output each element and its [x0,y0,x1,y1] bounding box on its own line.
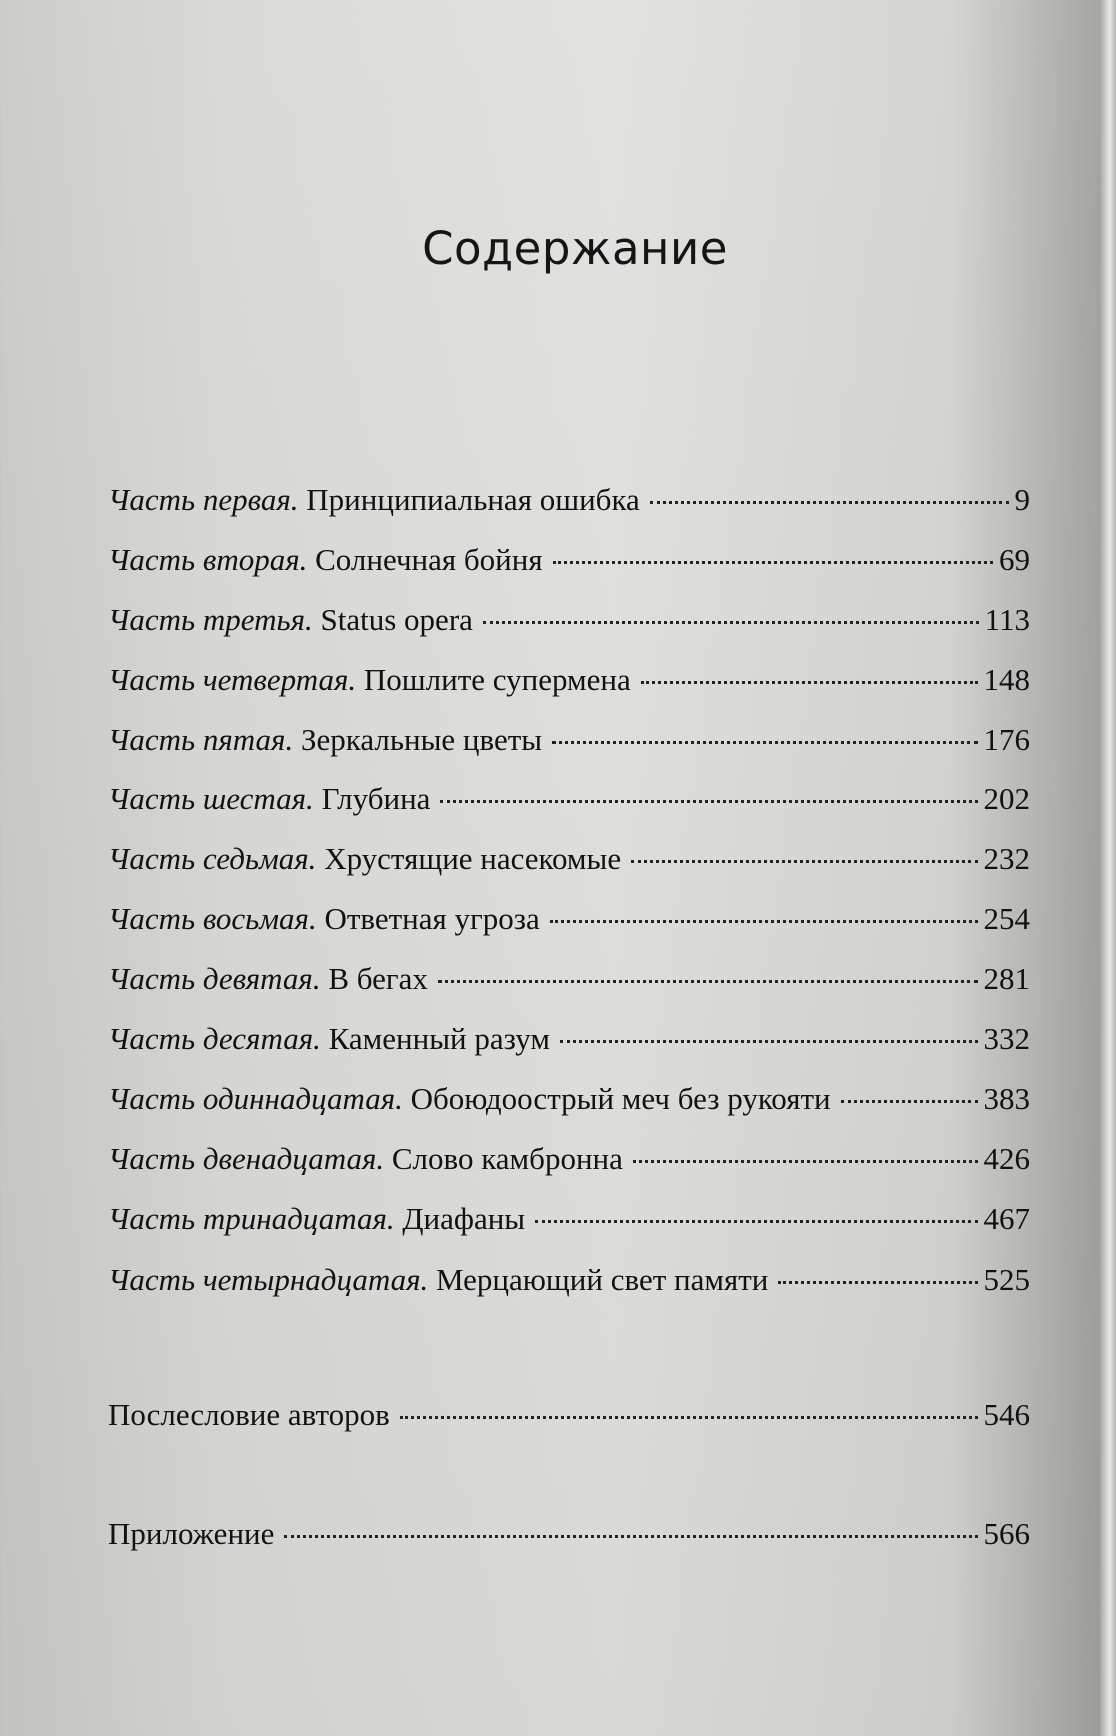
toc-part-label: Часть четырнадцатая. [108,1262,429,1297]
dot-leader [650,500,1009,504]
dot-leader [560,1039,978,1043]
dot-leader [633,1159,978,1163]
toc-page-number: 113 [984,602,1030,637]
toc-chapter-title: Зеркальные цветы [300,722,543,757]
toc-part-label: Часть шестая. [108,781,314,816]
toc-page-number: 232 [983,841,1030,876]
toc-part-label: Часть первая. [108,482,299,517]
dot-leader [552,740,977,744]
toc-afterword-title: Послесловие авторов [108,1397,390,1432]
page-edge [1100,0,1116,1736]
dot-leader [841,1099,978,1103]
dot-leader [535,1219,977,1223]
toc-entry-label [108,1137,623,1181]
dot-leader [400,1415,978,1419]
dot-leader [631,859,977,863]
dot-leader [553,560,993,564]
toc-part-label: Часть четвертая. [108,662,357,697]
toc-chapter-title: Пошлите супермена [363,662,631,697]
toc-page-number: 383 [983,1081,1030,1116]
toc-entry-label [108,718,542,762]
toc-entry-label [108,957,428,1001]
toc-entry [108,1197,1030,1241]
toc-entry-label [108,598,473,642]
toc-afterword [108,1393,1030,1437]
toc-part-label: Часть десятая. [108,1021,321,1056]
dot-leader [550,919,978,923]
toc-chapter-title: Диафаны [402,1201,526,1236]
toc-part-label: Часть тринадцатая. [108,1201,395,1236]
toc-page-number: 332 [983,1021,1030,1056]
toc-part-label: Часть пятая. [108,722,294,757]
toc-page-number: 566 [983,1516,1030,1551]
toc-page-number: 426 [983,1141,1030,1176]
dot-leader [641,680,978,684]
toc-chapter-title: Ответная угроза [324,901,540,936]
toc-page-number: 9 [1014,482,1030,517]
toc-page-number: 254 [983,901,1030,936]
toc-page-number: 525 [983,1262,1030,1297]
toc-entry [108,777,1030,821]
toc-entry [108,897,1030,941]
toc-entry-label [108,1077,831,1121]
toc-chapter-title: Каменный разум [328,1021,550,1056]
toc-entry [108,837,1030,881]
dot-leader [483,620,979,624]
toc-page-number: 202 [983,781,1030,816]
toc-entry-label [108,1258,768,1302]
toc-chapter-title: Мерцающий свет памяти [436,1262,769,1297]
toc-part-label: Часть третья. [108,602,313,637]
toc-entry [108,1258,1030,1302]
toc-part-label: Часть седьмая. [108,841,317,876]
toc-entry [108,658,1030,702]
toc-part-label: Часть девятая. [108,961,321,996]
toc-chapter-title: Обоюдоострый меч без рукояти [410,1081,831,1116]
toc-entry-label [108,1197,525,1241]
toc-entry-label [108,777,430,821]
toc-entry-label [108,897,540,941]
page-title: Содержание [422,222,728,275]
toc-entry [108,1017,1030,1061]
toc-entry-label [108,837,621,881]
toc-entry [108,957,1030,1001]
toc-chapter-title: Слово камбронна [391,1141,623,1176]
toc-entry [108,538,1030,582]
toc-appendix-title: Приложение [108,1516,275,1551]
dot-leader [438,979,978,983]
dot-leader [284,1534,977,1538]
toc-part-label: Часть двенадцатая. [108,1141,385,1176]
toc-entry [108,478,1030,522]
toc-page-number: 69 [999,542,1030,577]
toc-entry [108,718,1030,762]
toc-appendix [108,1512,1030,1556]
toc-page-number: 281 [983,961,1030,996]
toc-part-label: Часть восьмая. [108,901,317,936]
toc-entry-label [108,1017,550,1061]
toc-part-label: Часть вторая. [108,542,308,577]
toc-page-number: 467 [983,1201,1030,1236]
toc-chapter-title: Солнечная бойня [315,542,543,577]
toc-chapter-title: Status opera [320,602,473,637]
toc-entry-label [108,478,640,522]
toc-chapter-title: В бегах [328,961,428,996]
toc-entry-label [108,538,543,582]
toc-entry [108,598,1030,642]
toc-page-number: 148 [983,662,1030,697]
toc-entry [108,1077,1030,1121]
dot-leader [778,1280,977,1284]
toc-chapter-title: Хрустящие насекомые [324,841,622,876]
toc-chapter-title: Глубина [321,781,431,816]
toc-entry-label [108,658,631,702]
toc-chapter-title: Принципиальная ошибка [306,482,640,517]
toc-entry [108,1137,1030,1181]
toc-page-number: 546 [983,1397,1030,1432]
toc-part-label: Часть одиннадцатая. [108,1081,403,1116]
dot-leader [440,799,977,803]
toc-page-number: 176 [983,722,1030,757]
